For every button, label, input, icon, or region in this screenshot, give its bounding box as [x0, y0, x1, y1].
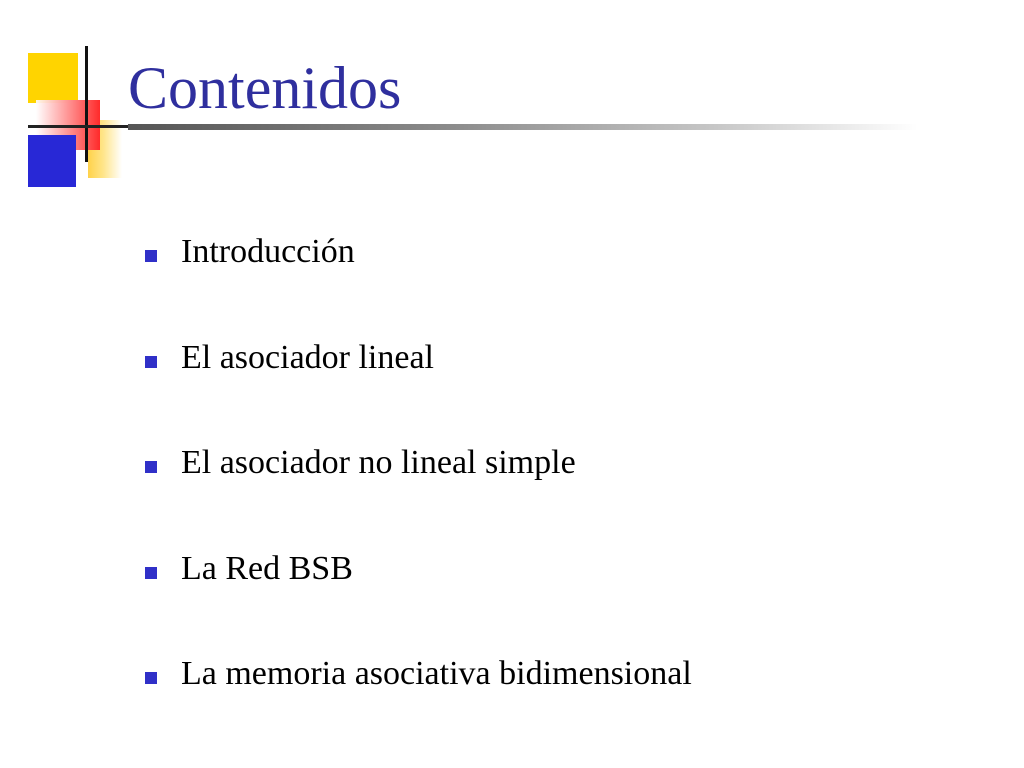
bullet-square-icon — [145, 672, 157, 684]
bullet-text: Introducción — [181, 233, 355, 270]
bullet-text: La memoria asociativa bidimensional — [181, 655, 692, 692]
title-underline — [128, 124, 918, 130]
bullet-text: El asociador lineal — [181, 338, 435, 376]
bullet-text: La Red BSB — [181, 549, 353, 587]
bullet-square-icon — [145, 356, 157, 368]
logo-horizontal-line — [28, 125, 128, 128]
bullet-square-icon — [145, 567, 157, 579]
logo-yellow-square — [28, 53, 78, 103]
logo-blue-square — [28, 135, 76, 187]
bullet-text: El asociador no lineal simple — [181, 444, 576, 481]
bullet-square-icon — [145, 461, 157, 473]
decorative-logo — [0, 0, 140, 200]
slide-title: Contenidos — [128, 55, 402, 121]
logo-vertical-line — [85, 46, 88, 162]
bullet-square-icon — [145, 250, 157, 262]
